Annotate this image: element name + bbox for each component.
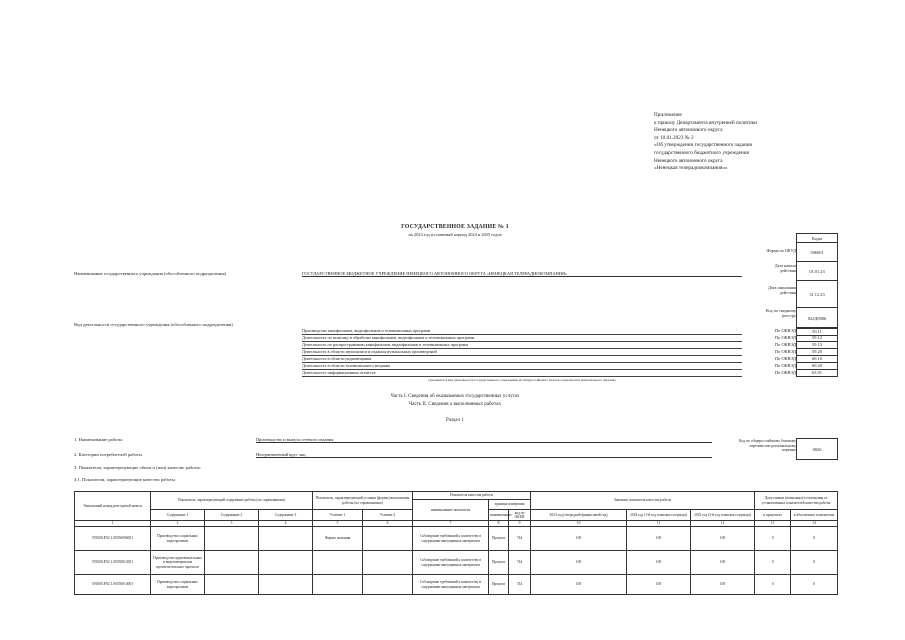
activity-row: Деятельность информационных агентств bbox=[302, 369, 742, 377]
quality-label: 3.1. Показатели, характеризующие качество работы bbox=[74, 477, 176, 482]
part2-heading: Часть II. Сведения о выполняемых работах bbox=[409, 402, 501, 407]
row-absolute: 0 bbox=[791, 551, 838, 575]
row-id: 591000.Р.92.1.00550006001 bbox=[75, 527, 151, 551]
indicators-label: 3. Показатели, характеризующие объем и (или) качество работы: bbox=[74, 465, 201, 470]
row-percent: 0 bbox=[755, 551, 791, 575]
okved-code: 59.12 bbox=[796, 334, 838, 342]
okved-code: 59.11 bbox=[796, 327, 838, 336]
row-content: Производство аудиовизуальных и видеоматериалов просветительских проектов bbox=[151, 551, 205, 575]
header-okei: код по ОКЕИ bbox=[509, 510, 531, 521]
appendix-line: от 10.01.2023 № 2 bbox=[654, 134, 694, 141]
start-date-label: Дата начала действия bbox=[774, 263, 796, 273]
header-unique-number: Уникальный номер реестровой записи bbox=[75, 492, 151, 521]
appendix-line: «Об утверждении государственного задания bbox=[654, 142, 752, 149]
row-content: Производство социальных видеороликов bbox=[151, 575, 205, 595]
column-number: 10 bbox=[531, 521, 627, 527]
row-year-3: 100 bbox=[691, 527, 755, 551]
header-indicator-name: наименование показателя bbox=[413, 500, 489, 521]
codes-labels bbox=[760, 233, 796, 323]
header-quality: Показатель качества работы bbox=[413, 492, 531, 500]
work-name-label: 1. Наименование работы bbox=[74, 437, 123, 442]
activity-row: Деятельность по распространению кинофильмов, видеофильмов и телевизионных программ bbox=[302, 341, 742, 349]
row-year-1: 100 bbox=[531, 551, 627, 575]
activity-row: Производство кинофильмов, видеофильмов и телевизионных программ bbox=[302, 327, 742, 335]
end-date-label: Дата окончания действия bbox=[767, 285, 796, 295]
row-unit: Процент bbox=[489, 575, 509, 595]
column-number: 9 bbox=[509, 521, 531, 527]
form-okud-code: 506001 bbox=[797, 243, 837, 262]
row-okei: 744 bbox=[509, 575, 531, 595]
work-category-value: Неограниченный круг лиц bbox=[256, 452, 712, 458]
appendix-line: государственного бюджетного учреждения bbox=[654, 149, 749, 156]
okved-label: По ОКВЭД bbox=[774, 356, 796, 361]
row-condition bbox=[313, 551, 363, 575]
header-conditions: Показатель, характеризующий условия (формы) выполнения работы (по справочникам) bbox=[313, 492, 413, 510]
activity-row: Деятельность по монтажу и обработке кинофильмов, видеофильмов и телевизионных программ bbox=[302, 334, 742, 342]
column-number: 3 bbox=[205, 521, 259, 527]
header-year-1: 2023 год (очередной финансовый год) bbox=[531, 510, 627, 521]
okved-label: По ОКВЭД bbox=[774, 335, 796, 340]
document-title: ГОСУДАРСТВЕННОЕ ЗАДАНИЕ № 1 bbox=[401, 224, 509, 230]
row-id: 591000.Р.92.1.00550012001 bbox=[75, 551, 151, 575]
appendix-line: Ненецкого автономного округа bbox=[654, 157, 723, 164]
end-date-value: 31.12.23 bbox=[797, 281, 837, 308]
activity-note: (указывается вид деятельности государственного учреждения из общероссийского базового перечня или регионального перечня) bbox=[428, 378, 616, 382]
column-number: 8 bbox=[489, 521, 509, 527]
row-okei: 744 bbox=[509, 551, 531, 575]
row-percent: 0 bbox=[755, 527, 791, 551]
row-percent: 0 bbox=[755, 575, 791, 595]
row-okei: 744 bbox=[509, 527, 531, 551]
part1-heading: Часть I. Сведения об оказываемых государственных услугах bbox=[390, 394, 520, 399]
column-number: 6 bbox=[363, 521, 413, 527]
institution-value: ГОСУДАРСТВЕННОЕ БЮДЖЕТНОЕ УЧРЕЖДЕНИЕ НЕНЕЦКОГО АВТОНОМНОГО ОКРУГА «НЕНЕЦКАЯ ТЕЛЕРАДИОКОМПАНИЯ» bbox=[302, 271, 742, 277]
header-values: Значение показателя качества работы bbox=[531, 492, 755, 510]
registry-code-box: 0026 bbox=[796, 438, 838, 460]
activity-row: Деятельность в области радиовещания bbox=[302, 355, 742, 363]
appendix-line: «Ненецкая телерадиокомпания»» bbox=[654, 165, 728, 172]
row-unit: Процент bbox=[489, 527, 509, 551]
section-heading: Раздел 1 bbox=[446, 418, 464, 423]
header-year-3: 2025 год (2-й год планового периода) bbox=[691, 510, 755, 521]
row-absolute: 0 bbox=[791, 527, 838, 551]
row-unit: Процент bbox=[489, 551, 509, 575]
row-quality: Соблюдение требований к количеству и содержанию выпущенных материалов bbox=[413, 551, 489, 575]
registry-label: Код по сводному реестру bbox=[765, 308, 796, 318]
row-condition: Формы оказания bbox=[313, 527, 363, 551]
appendix-line: Приложение bbox=[654, 112, 682, 118]
header-unit-name: наименование bbox=[489, 510, 509, 521]
appendix-line: к приказу Департамента внутренней политики bbox=[654, 119, 757, 126]
row-year-2: 100 bbox=[627, 551, 691, 575]
column-number: 12 bbox=[691, 521, 755, 527]
okved-code: 63.91 bbox=[796, 369, 838, 377]
start-date-value: 01.01.23 bbox=[797, 262, 837, 281]
header-content: Показатель, характеризующий содержание работы (по справочникам) bbox=[151, 492, 313, 510]
header-content-1: Содержание 1 bbox=[151, 510, 205, 521]
column-number: 5 bbox=[313, 521, 363, 527]
okved-label: По ОКВЭД bbox=[774, 349, 796, 354]
row-condition bbox=[313, 575, 363, 595]
header-percent: в процентах bbox=[755, 510, 791, 521]
work-category-label: 2. Категории потребителей работы bbox=[74, 452, 142, 457]
header-year-2: 2024 год (1-й год планового периода) bbox=[627, 510, 691, 521]
column-number: 11 bbox=[627, 521, 691, 527]
row-year-1: 100 bbox=[531, 575, 627, 595]
institution-label: Наименование государственного учреждения (обособленного подразделения) bbox=[74, 271, 227, 276]
codes-header: Коды bbox=[797, 234, 837, 243]
okved-code: 60.20 bbox=[796, 362, 838, 370]
registry-note: Код по общероссийскому базовому перечню или региональному перечню bbox=[739, 439, 796, 453]
row-id: 591000.Р.92.1.00550014001 bbox=[75, 575, 151, 595]
column-number: 2 bbox=[151, 521, 205, 527]
row-absolute: 0 bbox=[791, 575, 838, 595]
okved-label: По ОКВЭД bbox=[774, 363, 796, 368]
header-content-2: Содержание 2 bbox=[205, 510, 259, 521]
column-number: 4 bbox=[259, 521, 313, 527]
form-okud-label: Форма по ОКУД bbox=[766, 247, 796, 253]
quality-table bbox=[74, 491, 838, 595]
header-absolute: в абсолютных показателях bbox=[791, 510, 838, 521]
okved-label: По ОКВЭД bbox=[774, 328, 796, 333]
column-number: 7 bbox=[413, 521, 489, 527]
work-name-value: Производство и выпуск сетевого издания bbox=[256, 437, 712, 443]
row-year-2: 100 bbox=[627, 527, 691, 551]
okved-label: По ОКВЭД bbox=[774, 342, 796, 347]
header-condition-1: Условие 1 bbox=[313, 510, 363, 521]
column-number: 13 bbox=[755, 521, 791, 527]
column-number: 1 bbox=[75, 521, 151, 527]
appendix-line: Ненецкого автономного округа bbox=[654, 127, 723, 134]
row-quality: Соблюдение требований к количеству и содержанию выпущенных материалов bbox=[413, 575, 489, 595]
column-number: 14 bbox=[791, 521, 838, 527]
table-row bbox=[75, 527, 838, 551]
appendix-block bbox=[654, 112, 854, 173]
row-year-3: 100 bbox=[691, 575, 755, 595]
okved-label: По ОКВЭД bbox=[774, 370, 796, 375]
activity-row: Деятельность в области звукозаписи и издания музыкальных произведений bbox=[302, 348, 742, 356]
okved-code: 59.20 bbox=[796, 348, 838, 356]
codes-box bbox=[796, 233, 838, 329]
header-content-3: Содержание 3 bbox=[259, 510, 313, 521]
okved-code: 59.13 bbox=[796, 341, 838, 349]
header-condition-2: Условие 2 bbox=[363, 510, 413, 521]
row-year-1: 100 bbox=[531, 527, 627, 551]
row-year-3: 100 bbox=[691, 551, 755, 575]
okved-code: 60.10 bbox=[796, 355, 838, 363]
row-year-2: 100 bbox=[627, 575, 691, 595]
registry-code: 022Д0086 bbox=[807, 315, 827, 321]
document-subtitle: на 2023 год и плановый период 2024 и 2025 годов bbox=[408, 232, 502, 237]
row-content: Производство социальных видеороликов bbox=[151, 527, 205, 551]
header-unit: единица измерения bbox=[489, 500, 531, 510]
table-row bbox=[75, 575, 838, 595]
activity-label: Вид деятельности государственного учреждения (обособленного подразделения) bbox=[74, 322, 233, 327]
table-row bbox=[75, 551, 838, 575]
row-quality: Соблюдение требований к количеству и содержанию выпущенных материалов bbox=[413, 527, 489, 551]
activity-row: Деятельность в области телевизионного вещания bbox=[302, 362, 742, 370]
header-deviation: Допустимые (возможные) отклонения от установленных показателей качества работы bbox=[755, 492, 838, 510]
